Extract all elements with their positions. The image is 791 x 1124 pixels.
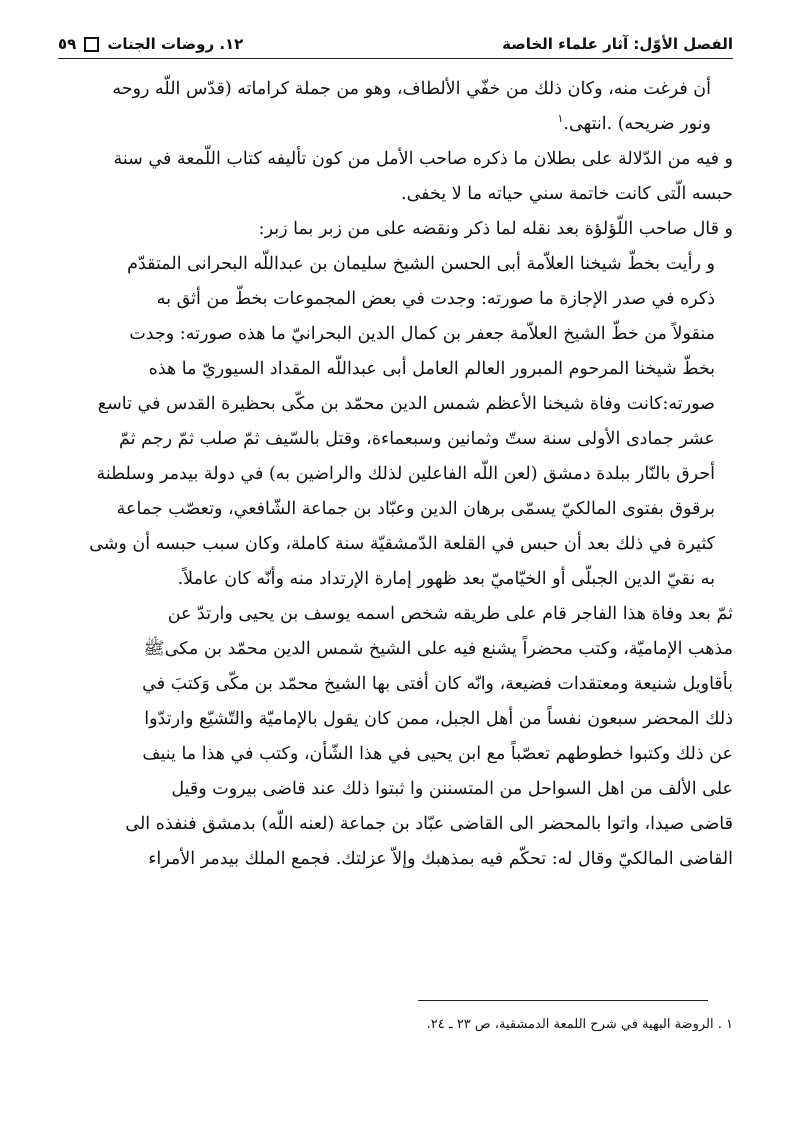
book-title: ١٢. روضات الجنات xyxy=(107,35,244,53)
text-line: القاضى المالكيّ وقال له: تحكّم فيه بمذهبك وإلاّ عزلتك. فجمع الملك بيدمر الأمراء xyxy=(148,849,733,869)
paragraph-amal-note xyxy=(58,142,733,212)
footnote-marker: ١ xyxy=(557,112,564,126)
text-line: و رأيت بخطّ شيخنا العلاّمة أبى الحسن الشيخ سليمان بن عبداللّه البحرانى المتقدّم xyxy=(127,254,715,274)
text-line: أن فرغت منه، وكان ذلك من خفّي الألطاف، وهو من جملة كراماته (قدّس اللّه روحه xyxy=(112,79,711,99)
paragraph-yusuf-ibn-yahya xyxy=(58,597,733,877)
text-line: ثمّ بعد وفاة هذا الفاجر قام على طريقه شخص اسمه يوسف بن يحيى وارتدّ عن xyxy=(167,604,733,624)
page-number: ٥٩ xyxy=(58,35,77,53)
text-line: برقوق بفتوى المالكيّ يسمّى برهان الدين وعبّاد بن جماعة الشّافعي، وتعصّب جماعة xyxy=(116,499,715,519)
text-line: حبسه الّتى كانت خاتمة سني حياته ما لا يخفى. xyxy=(401,184,733,204)
text-line: ذلك المحضر سبعون نفساً من أهل الجبل، ممن كان يقول بالإماميّة والتّشيّع وارتدّوا xyxy=(144,709,733,729)
text-line: أحرق بالنّار ببلدة دمشق (لعن اللّه الفاعلين لذلك والراضين به) في دولة بيدمر وسلطنة xyxy=(96,464,715,484)
paragraph-quote-end xyxy=(58,72,733,142)
footnote-divider xyxy=(418,1000,708,1001)
footnote: ١ . الروضة البهية في شرح اللمعة الدمشقية، ص ٢٣ ـ ٢٤. xyxy=(426,1017,733,1032)
text-line: بخطّ شيخنا المرحوم المبرور العالم العامل أبى عبداللّه المقداد السيوريّ ما هذه xyxy=(148,359,715,379)
text-line: عن ذلك وكتبوا خطوطهم تعصّباً مع ابن يحيى في هذا الشّأن، وكتب في هذا ما ينيف xyxy=(142,744,733,764)
paragraph-luluah-intro xyxy=(58,212,733,247)
text-line: عشر جمادى الأولى سنة ستّ وثمانين وسبعماءة، وقتل بالسّيف ثمّ صلب ثمّ رجم ثمّ xyxy=(119,429,715,449)
text-line: كثيرة في ذلك بعد أن حبس في القلعة الدّمشقيّة سنة كاملة، وكان سبب حبسه أن وشى xyxy=(89,534,715,554)
text-line: صورته:كانت وفاة شيخنا الأعظم شمس الدين محمّد بن مكّى بحظيرة القدس في تاسع xyxy=(97,394,715,414)
text-line: ذكره في صدر الإجازة ما صورته: وجدت في بعض المجموعات بخطّ من أثق به xyxy=(156,289,715,309)
text-line: و فيه من الدّلالة على بطلان ما ذكره صاحب الأمل من كون تأليفه كتاب اللّمعة في سنة xyxy=(113,149,733,169)
text-line: قاضى صيدا، واتوا بالمحضر الى القاضى عبّاد بن جماعة (لعنه اللّه) بدمشق فنفذه الى xyxy=(125,814,733,834)
running-header xyxy=(58,30,733,59)
text-line: و قال صاحب اللّؤلؤة بعد نقله لما ذكر ونقضه على من زبر بما زبر: xyxy=(258,219,733,239)
header-book-info xyxy=(58,35,243,53)
chapter-title: الفصل الأوّل: آثار علماء الخاصة xyxy=(502,35,733,53)
square-ornament-icon xyxy=(84,37,99,52)
text-line: بأقاويل شنيعة ومعتقدات فضيعة، وانّه كان أفتى بها الشيخ محمّد بن مكّى وَكتبَ في xyxy=(142,674,733,694)
text-line: منقولاً من خطّ الشيخ العلاّمة جعفر بن كمال الدين البحرانيّ ما هذه صورته: وجدت xyxy=(129,324,715,344)
text-line: ونور ضريحه) .انتهى.$^١$ xyxy=(557,112,711,134)
honorific-glyph: ﷺ xyxy=(143,639,165,659)
text-line: مذهب الإماميّة، وكتب محضراً يشنع فيه على الشيخ شمس الدين محمّد بن مكىﷺ xyxy=(143,639,733,659)
text-line: على الألف من اهل السواحل من المتسننن وا ثبتوا ذلك عند قاضى بيروت وقيل xyxy=(171,779,733,799)
paragraph-quote-suleiman xyxy=(58,247,733,597)
text-line: به نقيّ الدين الجبلّى أو الخيّاميّ بعد ظهور إمارة الإرتداد منه وأنّه كان عاملاً. xyxy=(177,569,715,589)
main-text xyxy=(58,72,733,877)
